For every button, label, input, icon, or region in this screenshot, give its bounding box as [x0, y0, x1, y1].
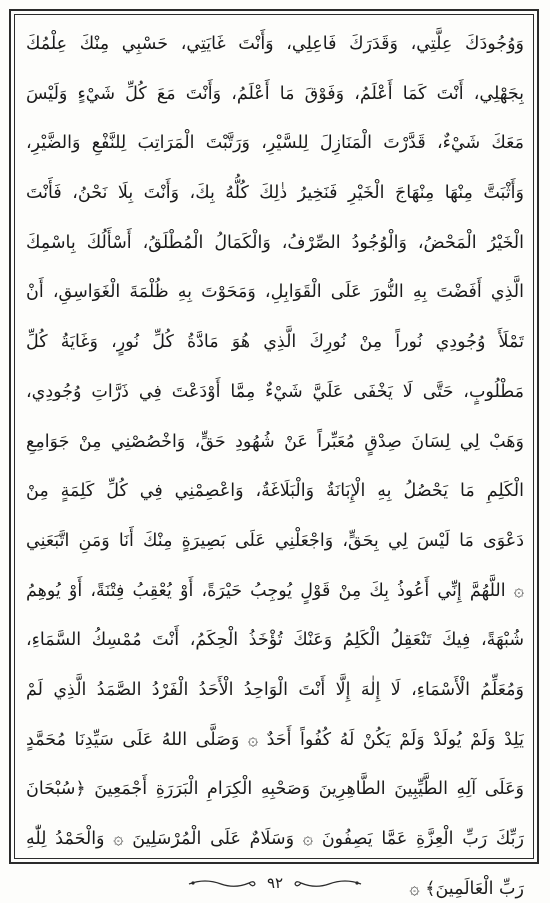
- text-line: وَعَلَى آلِهِ الطَّيِّبِينَ الطَّاهِرِينَ وَصَحْبِهِ الْكِرَامِ الْبَرَرَةِ أَجْمَعِينَ ﴿سُبْحَانَ: [26, 779, 524, 800]
- text-line: وَوُجُودَكَ عِلَّتِي، وَقَدَرَكَ فَاعِلِي، وَأَنْتَ غَايَتِي، حَسْبِي مِنْكَ عِلْمُكَ: [26, 34, 524, 54]
- text-line: رَبِّكَ رَبِّ الْعِزَّةِ عَمَّا يَصِفُونَ ۞ وَسَلَامٌ عَلَى الْمُرْسَلِينَ ۞ وَالْحَمْدُ لِلّٰهِ: [26, 829, 524, 849]
- text-line: وَمُعَلِّمُ الْأَسْمَاءِ، لَا إِلٰهَ إِلَّا أَنْتَ الْوَاحِدُ الْأَحَدُ الْفَرْدُ الصَّمَدُ الَّذِي لَمْ: [26, 679, 524, 700]
- text-line: مَعَكَ شَيْءٌ، قَدَّرْتَ الْمَنَازِلَ لِلسَّيْرِ، وَرَتَّبْتَ الْمَرَاتِبَ لِلنَّفْعِ وَالضَّيْرِ،: [26, 133, 524, 154]
- ornament-left-icon: [187, 875, 257, 891]
- text-line: ۞ اللَّهُمَّ إِنِّي أَعُوذُ بِكَ مِنْ قَوْلٍ يُوجِبُ حَيْرَةً، أَوْ يُعْقِبُ فِتْنَةً، أَوْ يُوهِمُ: [26, 580, 524, 601]
- text-line: وَهَبْ لِي لِسَانَ صِدْقٍ مُعَبِّراً عَنْ شُهُودِ حَقٍّ، وَاخْصُصْنِي مِنْ جَوَامِعِ: [26, 431, 524, 452]
- text-line: مَطْلُوبٍ، حَتَّى لَا يَخْفَى عَلَيَّ شَيْءٌ مِمَّا أَوْدَعْتَ فِي ذَرَّاتِ وُجُودِي،: [26, 381, 524, 402]
- ornament-right-icon: [293, 875, 363, 891]
- text-line: الْخَيْرُ الْمَحْضُ، وَالْوُجُودُ الصِّرْفُ، وَالْكَمَالُ الْمُطْلَقُ، أَسْأَلُكَ بِاسْمِكَ: [26, 232, 524, 253]
- text-line-last: رَبِّ الْعَالَمِينَ﴾ ۞: [409, 878, 524, 899]
- text-line: دَعْوَى مَا لَيْسَ لِي بِحَقٍّ، وَاجْعَلْنِي عَلَى بَصِيرَةٍ مِنْكَ أَنَا وَمَنِ اتَّبَعَنِي: [26, 530, 524, 551]
- text-line: وَأَثْبَتَّ مِنْهَا مِنْهَاجَ الْخَيْرِ فَنَخِيرُ ذٰلِكَ كُلُّهُ بِكَ، وَأَنْتَ بِلَا نَحْنُ، فَأَنْتَ: [26, 183, 524, 204]
- text-line: بِجَهْلِي، أَنْتَ كَمَا أَعْلَمُ، وَفَوْقَ مَا أَعْلَمُ، وَأَنْتَ مَعَ كُلِّ شَيْءٍ وَلَيْسَ: [26, 83, 524, 104]
- page-footer: [0, 866, 550, 900]
- text-line: الْكَلِمِ مَا يَحْصُلُ بِهِ الْإِبَانَةُ وَالْبَلَاغَةُ، وَاعْصِمْنِي فِي كُلِّ كَلِمَةٍ مِنْ: [26, 481, 524, 502]
- page-number: ٩٢: [266, 874, 284, 892]
- text-line: شُبْهَةً، فِيكَ تَنْعَقِلُ الْكَلِمُ وَعَنْكَ تُؤْخَذُ الْحِكَمُ، أَنْتَ مُمْسِكُ السَّمَاءِ،: [26, 630, 524, 651]
- text-line: تَمْلَأَ وُجُودِي نُوراً مِنْ نُورِكَ الَّذِي هُوَ مَادَّةُ كُلِّ نُورٍ، وَغَايَةُ كُلِّ: [26, 332, 524, 353]
- text-line: يَلِدْ وَلَمْ يُولَدْ وَلَمْ يَكُنْ لَهُ كُفُواً أَحَدٌ ۞ وَصَلَّى اللهُ عَلَى سَيِّدِنَا مُحَمَّدٍ: [26, 729, 524, 750]
- text-line: الَّذِي أَفَضْتَ بِهِ النُّورَ عَلَى الْقَوَابِلِ، وَمَحَوْتَ بِهِ ظُلْمَةَ الْغَوَاسِقِ، أَنْ: [26, 282, 524, 303]
